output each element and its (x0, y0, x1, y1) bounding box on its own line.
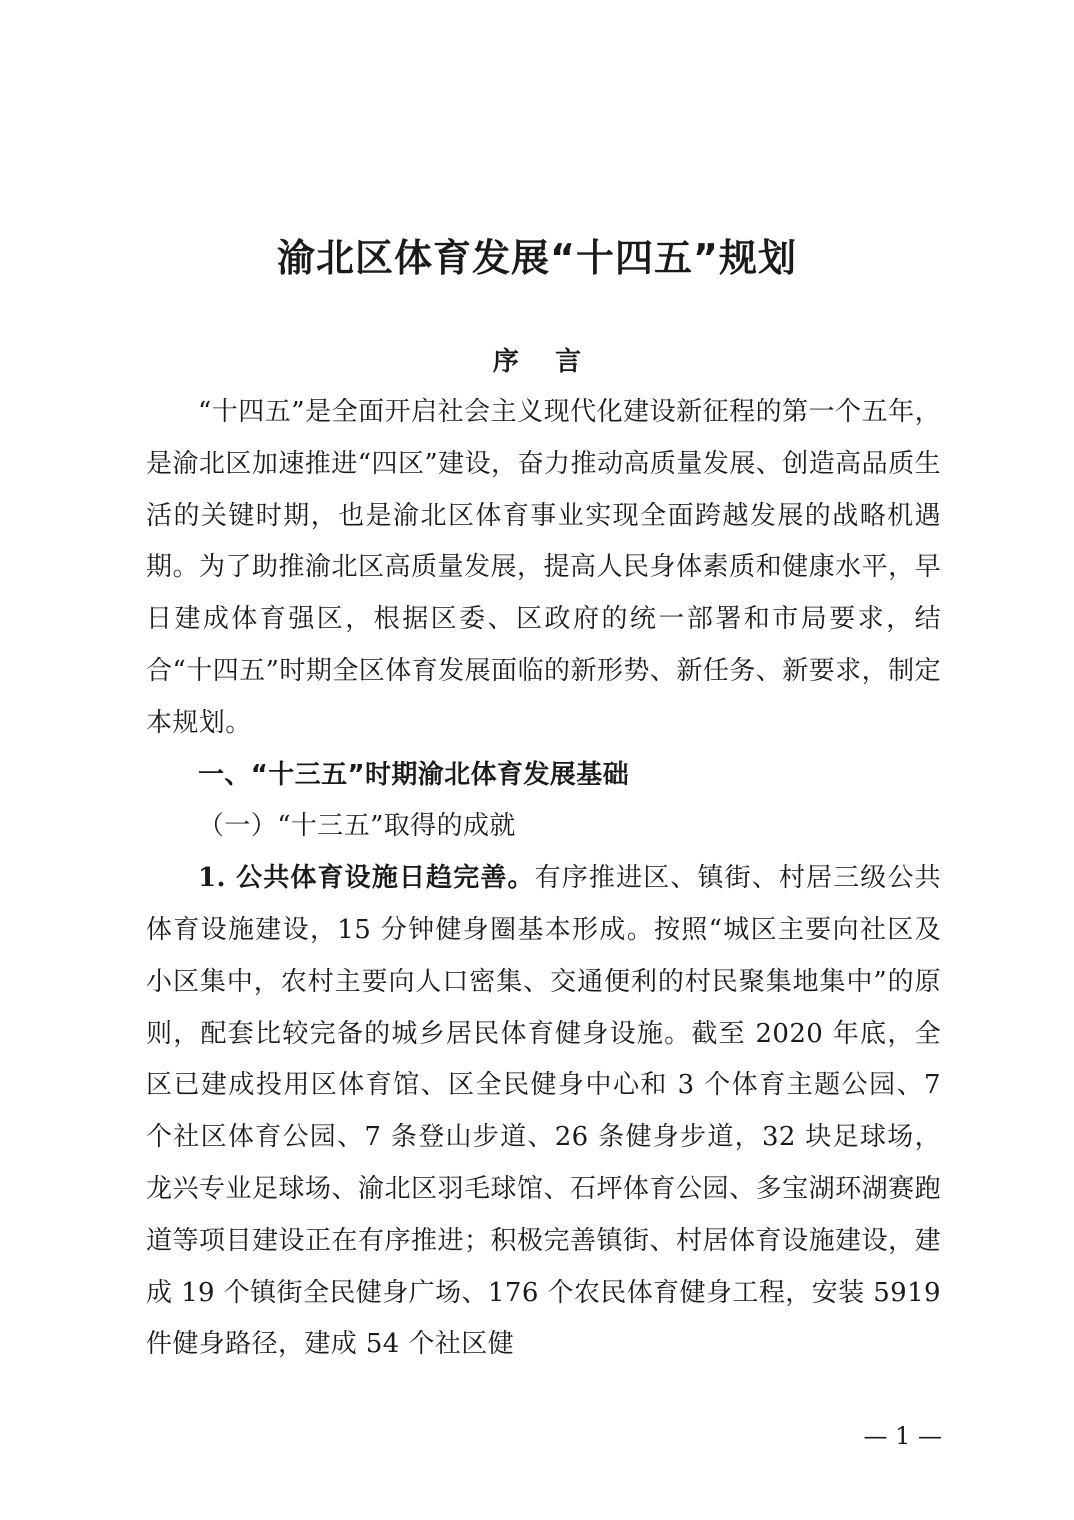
item-lead: 1. 公共体育设施日趋完善。 (198, 863, 535, 894)
preface-paragraph: “十四五”是全面开启社会主义现代化建设新征程的第一个五年，是渝北区加速推进“四区”建设，奋力推动高质量发展、创造高品质生活的关键时期，也是渝北区体育事业实现全面跨越发展的战略机遇期。为了助推渝北区高质量发展，提高人民身体素质和健康水平，早日建成体育强区，根据区委、区政府的统一部署和市局要求，结合“十四五”时期全区体育发展面临的新形势、新任务、新要求，制定本规划。 (146, 397, 941, 738)
page-number: — 1 — (863, 1422, 942, 1450)
document-title: 渝北区体育发展“十四五”规划 (277, 236, 797, 280)
subsection-heading: （一）“十三五”取得的成就 (198, 811, 516, 842)
preface-heading: 序 言 (492, 347, 582, 377)
item-text: 有序推进区、镇街、村居三级公共体育设施建设，15 分钟健身圈基本形成。按照“城区主要向社区及小区集中，农村主要向人口密集、交通便利的村民聚集地集中”的原则，配套比较完备的城乡居民体育健身设施。截至 2020 年底，全区已建成投用区体育馆、区全民健身中心和 3 个体育主题公园、7 个社区体育公园、7 条登山步道、26 条健身步道，32 块足球场，龙兴专业足球场、渝北区羽毛球馆、石坪体育公园、多宝湖环湖赛跑道等项目建设正在有序推进；积极完善镇街、村居体育设施建设，建成 19 个镇街全民健身广场、176 个农民体育健身工程，安装 5919 件健身路径，建成 54 个社区健 (146, 863, 941, 1360)
document-body (146, 387, 941, 1371)
section-heading: 一、“十三五”时期渝北体育发展基础 (198, 759, 629, 790)
item-paragraph (146, 853, 941, 1371)
